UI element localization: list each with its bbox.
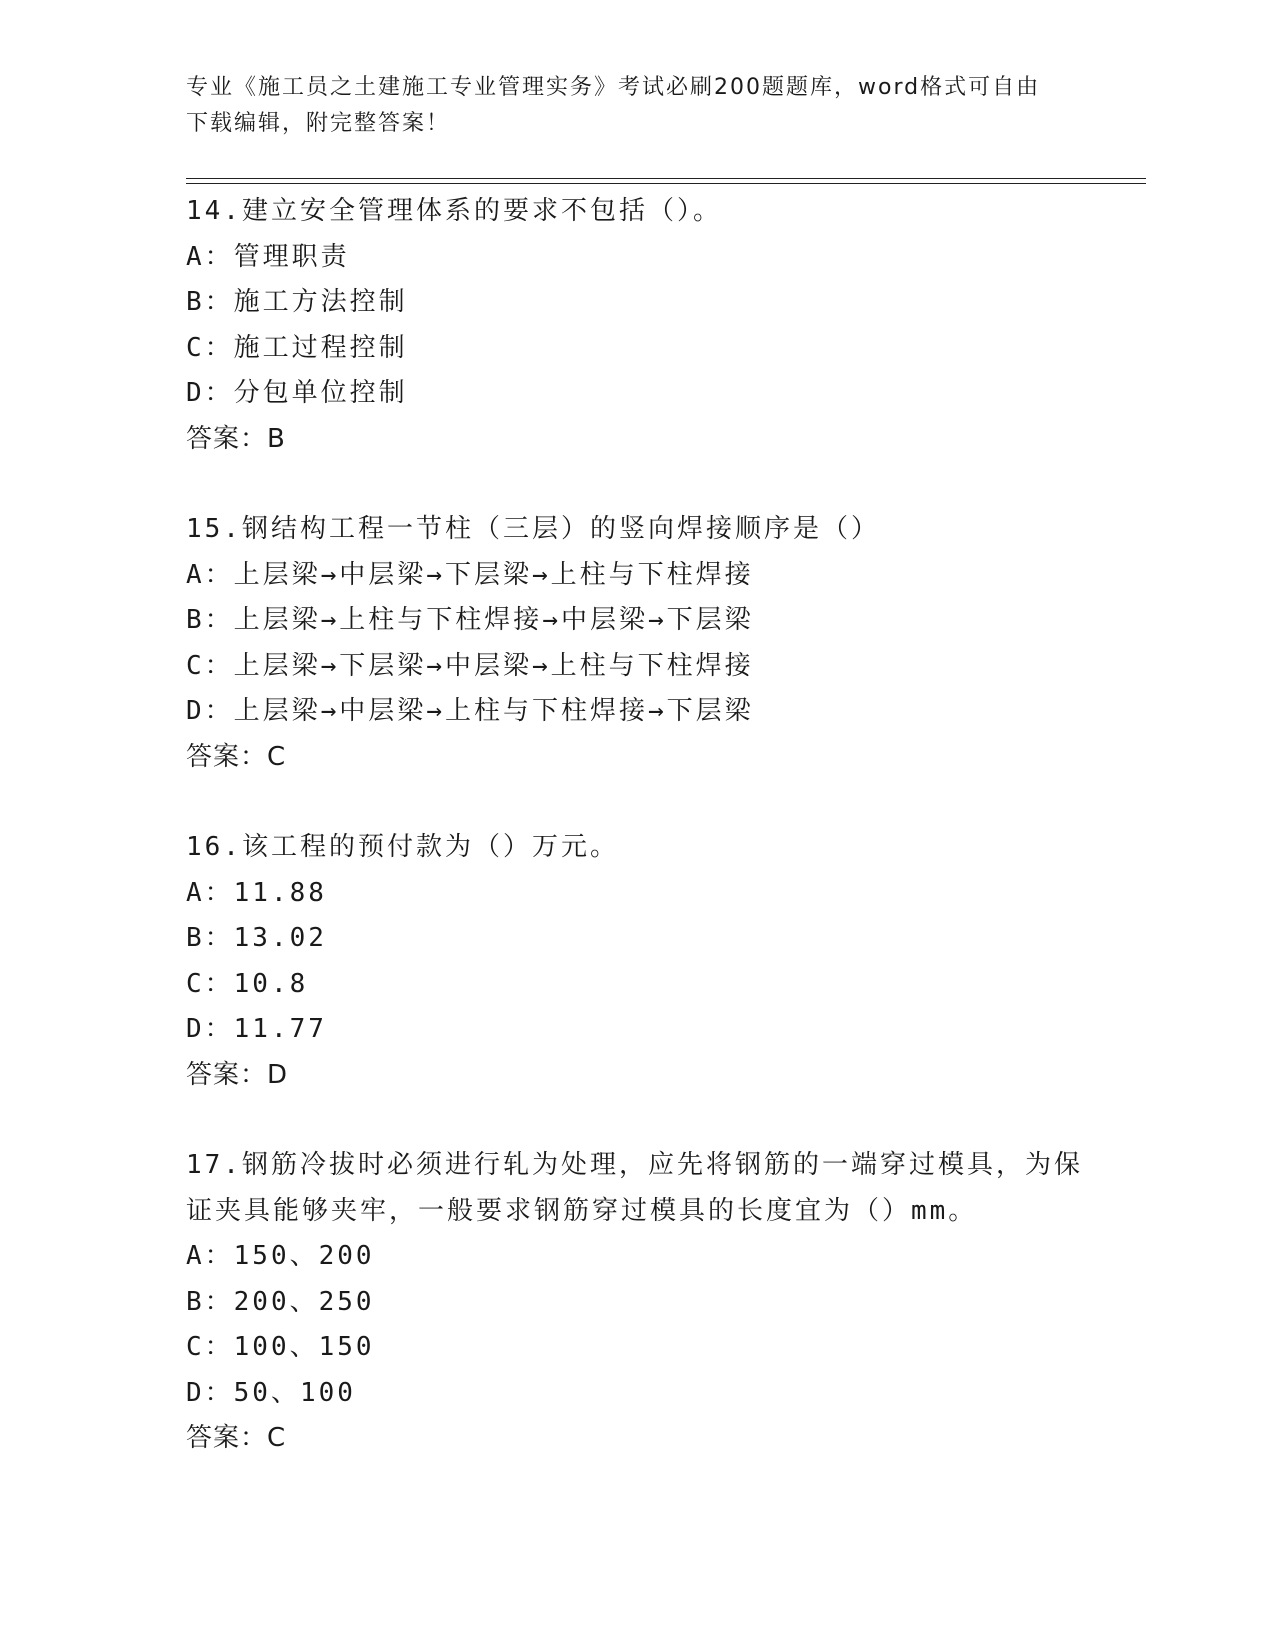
- header-line-1: 专业《施工员之土建施工专业管理实务》考试必刷200题题库，word格式可自由: [186, 75, 1041, 100]
- option-b: B：施工方法控制: [186, 287, 408, 317]
- question-stem-line-2: 证夹具能够夹牢，一般要求钢筋穿过模具的长度宜为（）mm。: [186, 1195, 978, 1226]
- answer: 答案：C: [186, 1423, 287, 1453]
- question-stem: 14.建立安全管理体系的要求不包括（）。: [186, 196, 722, 226]
- option-a: A：11.88: [186, 877, 327, 908]
- option-d: D：分包单位控制: [186, 378, 408, 408]
- option-d: D：上层梁→中层梁→上柱与下柱焊接→下层梁: [186, 696, 754, 726]
- option-b: B：上层梁→上柱与下柱焊接→中层梁→下层梁: [186, 605, 754, 635]
- header-line-2: 下载编辑，附完整答案！: [186, 111, 451, 136]
- option-c: C：上层梁→下层梁→中层梁→上柱与下柱焊接: [186, 650, 754, 681]
- option-c: C：100、150: [186, 1332, 375, 1362]
- question-14: [186, 189, 1086, 462]
- option-a: A：管理职责: [186, 241, 350, 272]
- question-stem: 15.钢结构工程一节柱（三层）的竖向焊接顺序是（）: [186, 514, 880, 544]
- question-stem: 16.该工程的预付款为（）万元。: [186, 832, 619, 862]
- option-d: D：50、100: [186, 1377, 356, 1408]
- answer: 答案：D: [186, 1059, 289, 1090]
- option-d: D：11.77: [186, 1014, 327, 1044]
- option-b: B：13.02: [186, 923, 327, 953]
- document-header: [186, 70, 1066, 142]
- question-15: [186, 507, 1086, 780]
- option-c: C：10.8: [186, 968, 309, 999]
- header-divider-bottom: [186, 183, 1146, 184]
- header-divider-top: [186, 178, 1146, 179]
- answer: 答案：C: [186, 741, 287, 772]
- option-b: B：200、250: [186, 1286, 375, 1317]
- answer: 答案：B: [186, 423, 286, 454]
- question-stem-line-1: 17.钢筋冷拔时必须进行轧为处理，应先将钢筋的一端穿过模具，为保: [186, 1150, 1083, 1180]
- option-a: A：上层梁→中层梁→下层梁→上柱与下柱焊接: [186, 559, 754, 590]
- question-17: [186, 1143, 1086, 1462]
- question-16: [186, 825, 1086, 1098]
- option-a: A：150、200: [186, 1241, 375, 1271]
- option-c: C：施工过程控制: [186, 332, 408, 363]
